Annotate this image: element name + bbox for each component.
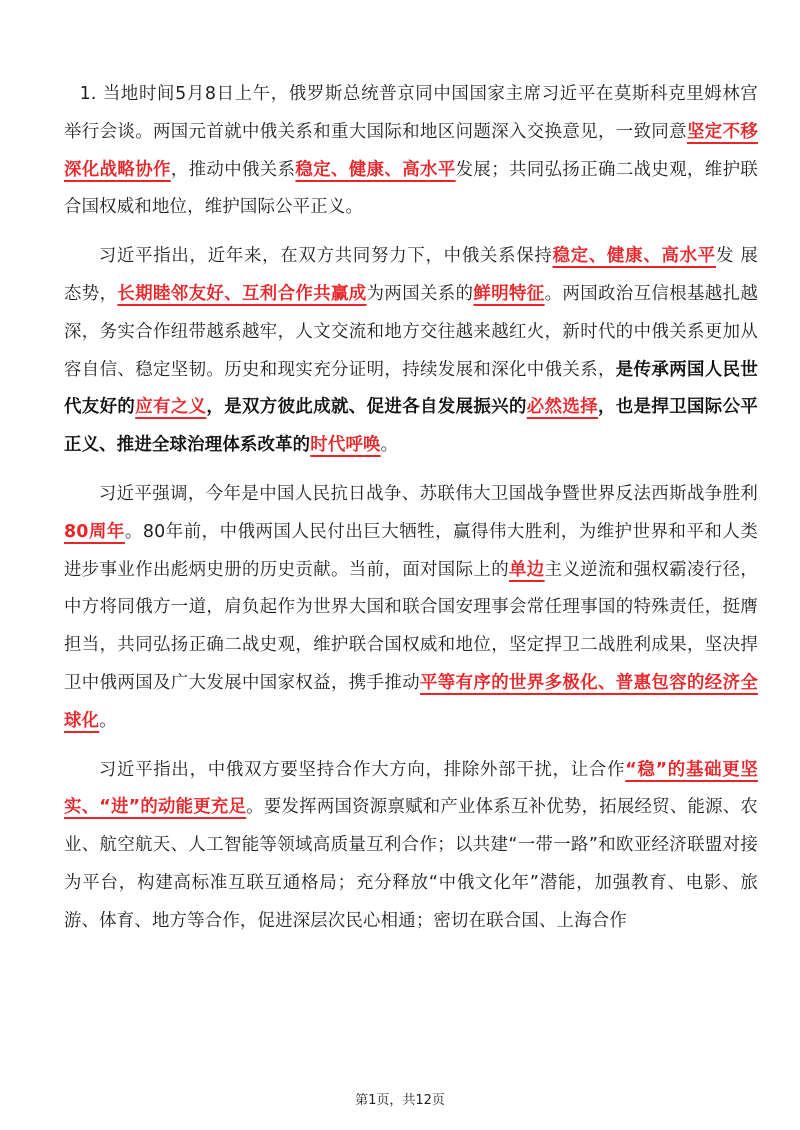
page-number: 第1页，共12页 xyxy=(355,1093,445,1108)
text-run: 习近平指出，近年来，在双方共同努力下，中俄关系保持 xyxy=(98,246,553,267)
highlighted-phrase: “稳”的基础更坚实、“进”的动能更充足 xyxy=(64,759,758,818)
highlighted-phrase: 稳定、健康、高水平 xyxy=(295,159,456,180)
paragraph-3 xyxy=(64,476,758,741)
text-run: 发展；共同弘扬正确二战史观，维护联合国权威和地位，维护国际公平正义。 xyxy=(64,159,759,218)
text-run: 为两国关系的 xyxy=(366,283,474,304)
highlighted-phrase: 稳定、健康、高水平 xyxy=(552,246,716,267)
highlighted-phrase: 单边 xyxy=(509,559,545,580)
highlighted-phrase: 鲜明特征 xyxy=(473,283,545,304)
highlighted-phrase: 时代呼唤 xyxy=(310,435,381,456)
text-run: ，推动中俄关系 xyxy=(170,159,296,180)
text-run: 。要发挥两国资源禀赋和产业体系互补优势，拓展经贸、能源、农业、航空航天、人工智能等领域高质量互利合作；以共建“一带一路”和欧亚经济联盟对接为平台，构建高标准互联互通格局；充分释放“中俄文化年”潜能，加强教育、电影、旅游、体育、地方等合作，促进深层次民心相通；密切在联合国、上海合作 xyxy=(64,797,759,931)
text-run: 习近平指出，中俄双方要坚持合作大方向，排除外部干扰，让合作 xyxy=(98,759,626,780)
text-run: 习近平强调，今年是中国人民抗日战争、苏联伟大卫国战争暨世界反法西斯战争胜利 xyxy=(98,483,758,504)
text-run: 。80年前，中俄两国人民付出巨大牺牲，赢得伟大胜利，为维护世界和平和人类进步事业作出彪炳史册的历史贡献。当前，面对国际上的 xyxy=(64,521,758,580)
text-run: 。 xyxy=(380,435,399,456)
paragraph-2 xyxy=(64,238,758,465)
text-run: 发 展 态势， xyxy=(64,246,758,304)
highlighted-phrase: 坚定不移深化战略协作 xyxy=(64,121,758,180)
paragraph-1 xyxy=(64,76,758,227)
highlighted-phrase: 80周年 xyxy=(64,521,125,542)
highlighted-phrase: 必然选择 xyxy=(526,397,598,418)
paragraph-4 xyxy=(64,752,758,941)
highlighted-phrase: 平等有序的世界多极化、普惠包容的经济全球化 xyxy=(64,672,758,731)
bold-phrase: ，也是捍卫国际公平正义、推进全球治理体系改革的 xyxy=(64,397,758,456)
bold-phrase: ，是双方彼此成就、促进各自发展振兴的 xyxy=(206,397,527,418)
page-footer xyxy=(0,1089,800,1108)
text-run: 。 xyxy=(99,710,117,731)
text-run: 。两国政治互信根基越扎越深，务实合作纽带越系越牢，人文交流和地方交往越来越红火，新时代的中俄关系更加从容自信、稳定坚韧。历史和现实充分证明，持续发展和深化中俄关系， xyxy=(64,283,758,380)
document-body xyxy=(64,76,758,952)
highlighted-phrase: 长期睦邻友好、互利合作共赢成 xyxy=(117,283,367,304)
text-run: 1. 当地时间5月8日上午，俄罗斯总统普京同中国国家主席习近平在莫斯科克里姆林宫举行会谈。两国元首就中俄关系和重大国际和地区问题深入交换意见，一致同意 xyxy=(64,84,758,142)
text-run: 主义逆流和强权霸凌行径，中方将同俄方一道，肩负起作为世界大国和联合国安理事会常任理事国的特殊责任，挺膺担当，共同弘扬正确二战史观，维护联合国权威和地位，坚定捍卫二战胜利成果，坚决捍卫中俄两国及广大发展中国家权益，携手推动 xyxy=(64,559,758,693)
bold-phrase: 是传承两国人民世代友好的 xyxy=(64,359,758,418)
highlighted-phrase: 应有之义 xyxy=(135,397,207,418)
